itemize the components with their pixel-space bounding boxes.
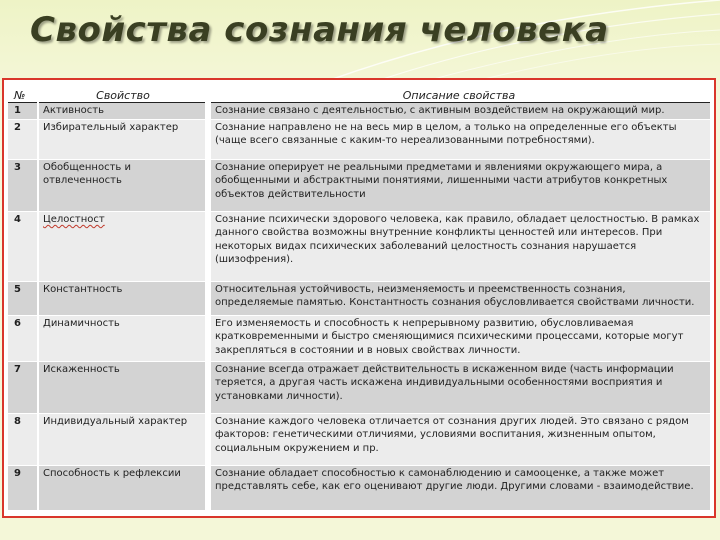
table-row <box>8 212 710 282</box>
table-row <box>8 120 710 160</box>
properties-table <box>8 88 710 510</box>
row-number: 2 <box>8 120 38 160</box>
property-name: Обобщенность и отвлеченность <box>38 160 208 212</box>
table-header-row <box>8 88 710 103</box>
row-number: 4 <box>8 212 38 282</box>
property-description: Сознание каждого человека отличается от сознания других людей. Это связано с рядом факторов: генетическими отличиями, условиями воспитания, жизненным опытом, социальным окружением и пр. <box>208 414 710 466</box>
header-property: Свойство <box>38 88 208 103</box>
property-description: Сознание обладает способностью к самонаблюдению и самооценке, а также может представлять себе, как его оценивают другие люди. Другими словами - взаимодействие. <box>208 466 710 510</box>
property-name: Способность к рефлексии <box>38 466 208 510</box>
row-number: 6 <box>8 316 38 362</box>
property-description: Его изменяемость и способность к непрерывному развитию, обусловливаемая кратковременными и быстро сменяющимися психическими процессами, которые могут закрепляться в состоянии и в новых свойствах личности. <box>208 316 710 362</box>
property-name-text: Целостност <box>43 214 105 226</box>
row-number: 3 <box>8 160 38 212</box>
table-row <box>8 362 710 414</box>
property-description: Сознание связано с деятельностью, с активным воздействием на окружающий мир. <box>208 103 710 120</box>
header-number: № <box>8 88 38 103</box>
properties-table-frame <box>2 78 716 518</box>
table-row <box>8 466 710 510</box>
property-name: Динамичность <box>38 316 208 362</box>
row-number: 8 <box>8 414 38 466</box>
property-name: Избирательный характер <box>38 120 208 160</box>
property-name: Индивидуальный характер <box>38 414 208 466</box>
properties-table-container <box>8 88 710 510</box>
row-number: 7 <box>8 362 38 414</box>
property-name <box>38 212 208 282</box>
row-number: 1 <box>8 103 38 120</box>
row-number: 9 <box>8 466 38 510</box>
property-name: Активность <box>38 103 208 120</box>
table-row <box>8 282 710 316</box>
header-description: Описание свойства <box>208 88 710 103</box>
table-row <box>8 103 710 120</box>
table-row <box>8 316 710 362</box>
property-name: Константность <box>38 282 208 316</box>
slide-title: Свойства сознания человека <box>30 10 609 50</box>
row-number: 5 <box>8 282 38 316</box>
table-row <box>8 160 710 212</box>
property-description: Сознание оперирует не реальными предметами и явлениями окружающего мира, а обобщенными и абстрактными понятиями, лишенными части атрибутов конкретных объектов действительности <box>208 160 710 212</box>
property-description: Сознание психически здорового человека, как правило, обладает целостностью. В рамках данного свойства возможны внутренние конфликты ценностей или интересов. При некоторых видах психических заболеваний целостность сознания нарушается (шизофрения). <box>208 212 710 282</box>
table-row <box>8 414 710 466</box>
property-description: Сознание направлено не на весь мир в целом, а только на определенные его объекты (чаще всего связанные с каким-то нереализованными потребностями). <box>208 120 710 160</box>
property-description: Относительная устойчивость, неизменяемость и преемственность сознания, определяемые памятью. Константность сознания обусловливается свойствами личности. <box>208 282 710 316</box>
property-description: Сознание всегда отражает действительность в искаженном виде (часть информации теряется, а другая часть искажена индивидуальными особенностями восприятия и установками личности). <box>208 362 710 414</box>
property-name: Искаженность <box>38 362 208 414</box>
